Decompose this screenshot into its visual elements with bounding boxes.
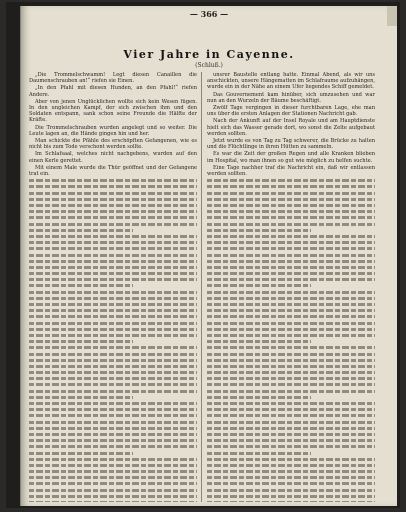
text-line [29,241,197,244]
text-line [207,482,375,485]
text-line [207,284,311,287]
text-line [207,439,375,442]
left-paragraph: Die Trommelschrauben wurden angelegt und so weiter. Die Leute lagen an, die Hände gingen hin und her. [29,124,197,137]
text-line [29,328,197,331]
text-line [29,433,197,436]
right-paragraph: Es war die Zeit der großen Regen und alle Kranken blieben im Hospital, wo man ihnen so gut wie möglich zu helfen suchte. [207,151,375,164]
text-line [207,464,375,467]
text-line [207,303,375,306]
text-line [207,408,375,411]
text-line [207,198,375,201]
text-line [29,303,197,306]
text-line [29,353,197,356]
text-line [207,266,375,269]
text-line [207,229,311,232]
book-spread [6,2,400,508]
right-paragraph: unsrer Baustelle entlang hatte. Einmal Abend, als wir uns anschickten, unsere Hängematten im Schlafraume aufzuhängen, wurde ein in der Nähe an einem Ufer liegendes Schiff gemeldet. [207,72,375,91]
text-line [207,433,375,436]
text-line [207,476,375,479]
text-line [207,322,375,325]
text-line [207,421,375,424]
text-line [207,315,375,318]
text-line [207,501,375,502]
book-page [20,6,397,506]
right-paragraph: Jetzt wurde es von Tag zu Tag schwerer, die Brücke zu halten und die Flüchtlinge in ihren Hütten zu sammeln. [207,138,375,151]
right-paragraph: Eine Tage nachher traf die Nachricht ein, daß wir entlassen werden sollten. [207,164,375,178]
text-line [207,495,375,498]
text-line [29,402,197,405]
text-line [29,278,197,281]
text-line [207,254,375,257]
article-subtitle: (Schluß.) [195,62,223,69]
text-line [207,235,375,238]
text-line [207,458,375,461]
text-line [207,179,375,182]
right-column [207,72,375,502]
text-line [207,241,375,244]
text-line [207,359,375,362]
text-line [29,334,197,337]
text-line [207,291,375,294]
text-line [29,210,197,213]
text-line [207,334,375,337]
text-line [207,346,375,349]
text-line [29,346,197,349]
text-line [29,495,197,498]
text-line [29,309,197,312]
text-line [207,383,375,386]
text-line [29,396,133,399]
text-line [29,247,197,250]
text-line [207,185,375,188]
right-text-lines [207,179,375,502]
text-line [29,204,197,207]
text-line [207,340,311,343]
text-line [29,421,197,424]
text-line [207,377,375,380]
text-line [207,328,375,331]
right-paragraph: Nach der Ankunft auf der Insel Royale und am Hauptdienste hielt sich das Wasser gerade dort, wo sonst die Zelte aufgebaut werden sollten. [207,118,375,137]
text-line [29,315,197,318]
text-line [29,439,197,442]
text-line [29,192,197,195]
text-line [207,396,311,399]
text-line [207,216,375,219]
text-line [29,390,197,393]
left-text-lines [29,179,197,502]
text-line [29,365,197,368]
text-line [207,365,375,368]
text-line [29,427,197,430]
text-line [207,402,375,405]
left-paragraph: „In den Pfahl mit diesen Hunden, an den Pfahl!“ riefen Andere. [29,85,197,98]
left-paragraph: Mit einem Male wurde die Thür geöffnet und der Gefangene trat ein. [29,164,197,178]
text-line [29,452,133,455]
text-line [207,278,375,281]
text-line [29,371,197,374]
text-line [207,489,375,492]
text-line [29,340,133,343]
text-line [29,216,197,219]
text-line [29,470,197,473]
text-line [207,427,375,430]
text-line [29,322,197,325]
text-line [29,229,133,232]
text-line [29,476,197,479]
article-title: Vier Jahre in Cayenne. [123,48,295,61]
text-line [29,254,197,257]
text-line [207,452,311,455]
text-line [29,458,197,461]
text-line [207,210,375,213]
right-paragraph: Zwölf Tage vergingen in dieser furchtbaren Lage, ehe man uns über die ersten Anlagen der Stationen Nachricht gab. [207,105,375,118]
text-line [207,445,375,448]
left-column [29,72,197,502]
text-line [207,470,375,473]
text-line [29,501,197,502]
right-paragraph: Das Gouvernement kam hinüber, sich umzusehen und war nun an den Wurzeln der Bäume beschäftigt. [207,91,375,104]
text-line [29,377,197,380]
text-line [207,192,375,195]
text-line [207,247,375,250]
text-line [29,297,197,300]
text-line [29,291,197,294]
text-line [207,309,375,312]
column-divider [201,72,202,502]
text-line [29,198,197,201]
left-paragraph: „Die Trommelschwamm! Legt diesen Canaillen die Daumenschrauben an!“ riefen sie Einen. [29,72,197,85]
text-line [29,223,197,226]
text-line [29,464,197,467]
text-line [29,445,197,448]
page-number: — 366 — [189,9,229,19]
text-line [29,284,133,287]
text-line [29,489,197,492]
text-line [29,408,197,411]
text-line [207,204,375,207]
text-line [207,414,375,417]
text-line [29,383,197,386]
text-line [29,260,197,263]
text-line [29,179,197,182]
text-line [29,266,197,269]
text-line [29,482,197,485]
text-line [207,371,375,374]
text-line [29,185,197,188]
text-line [207,390,375,393]
text-line [207,297,375,300]
left-paragraph: Man schickte die Pfähle des erschöpften Gefangenen, wie es nicht bis zum Tode verschont werden sollte. [29,138,197,151]
text-line [29,414,197,417]
left-paragraph: Aber von jenen Unglücklichen wollte sich kein Wesen fügen. In den ungleichen Kampf, der sich zwischen ihm und den Soldaten entspann, sank schon seine Freunde die Hälfte der Kräfte. [29,98,197,124]
text-line [207,223,375,226]
left-paragraph: Im Schlafsaal, welches nicht nachgebens, wurden auf den einen Kerle gerettet. [29,151,197,164]
text-line [207,260,375,263]
text-line [29,235,197,238]
text-line [207,353,375,356]
text-line [207,272,375,275]
text-line [29,272,197,275]
text-line [29,359,197,362]
